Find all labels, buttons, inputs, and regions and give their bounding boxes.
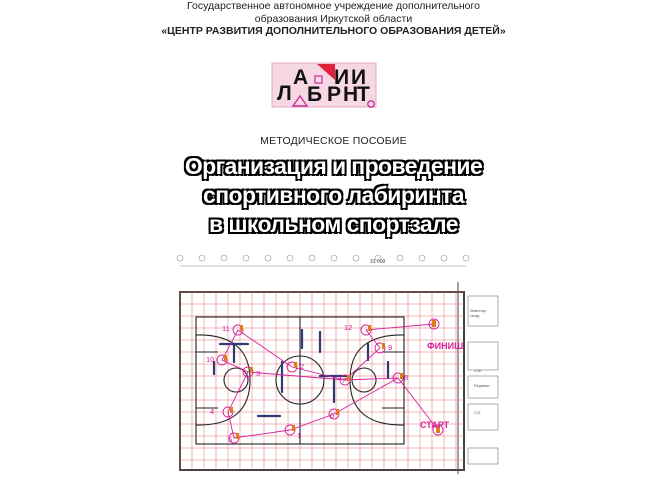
logo-letter-n: Н [343, 83, 359, 106]
checkpoint-number: 12 [344, 323, 353, 332]
title-line-1: Организация и проведение [184, 153, 483, 179]
logo-letter-b: Б [307, 83, 323, 106]
checkpoint-flag [240, 325, 243, 331]
checkpoint-flag [230, 407, 233, 413]
checkpoint-number: 1 [297, 431, 302, 440]
logo-letter-a: А [293, 66, 309, 89]
checkpoint-flag [368, 325, 371, 331]
logo-letter-l: Л [277, 82, 292, 105]
checkpoint-flag [236, 433, 239, 439]
header-line-3: «ЦЕНТР РАЗВИТИЯ ДОПОЛНИТЕЛЬНОГО ОБРАЗОВАНИЯ ДЕТЕЙ» [161, 25, 506, 37]
checkpoint-number: 7 [342, 376, 347, 385]
svg-text:Инвентар.: Инвентар. [470, 309, 487, 313]
checkpoint-number: 8 [404, 373, 409, 382]
organization-header [0, 0, 667, 38]
checkpoint-flag [336, 409, 339, 415]
header-line-2: образования Иркутской области [254, 12, 413, 25]
document-title [0, 152, 667, 239]
checkpoint-number: 6 [330, 411, 335, 420]
checkpoint-number: 10 [206, 355, 215, 364]
checkpoint-number: 11 [222, 324, 230, 333]
checkpoint-flag [250, 367, 253, 373]
checkpoint-flag [347, 375, 350, 381]
start-label: СТАРТ [420, 420, 450, 430]
svg-text:склад: склад [470, 314, 480, 318]
checkpoint-number: 2 [300, 362, 305, 371]
logo-letter-t: Т [357, 83, 370, 106]
checkpoint-flag [382, 343, 385, 349]
checkpoint-number: 4 [210, 407, 215, 416]
checkpoint-flag [294, 362, 297, 368]
checkpoint-number: 3 [256, 369, 261, 378]
header-line-1: Государственное автономное учреждение дополнительного [187, 0, 480, 12]
gym-floor-plan [170, 252, 500, 480]
logo-letter-i: И [334, 66, 350, 89]
checkpoint-number: 9 [388, 343, 393, 352]
svg-text:Раздевал.: Раздевал. [474, 384, 491, 388]
checkpoint-number: 5 [228, 435, 233, 444]
checkpoint-flag [400, 373, 403, 379]
labyrinth-logo [267, 62, 383, 108]
finish-label: ФИНИШ [427, 341, 464, 351]
dimension-label: 31 000 [370, 259, 386, 265]
logo-letter-i2: И [351, 66, 367, 89]
finish-flag [432, 320, 436, 327]
title-line-3: в школьном спортзале [209, 211, 458, 237]
checkpoint-flag [224, 355, 227, 361]
logo-letter-r: Р [327, 83, 342, 106]
document-subtitle: МЕТОДИЧЕСКОЕ ПОСОБИЕ [260, 135, 407, 147]
title-line-2: спортивного лабиринта [203, 182, 464, 208]
checkpoint-flag [292, 425, 295, 431]
svg-text:2,06: 2,06 [474, 369, 481, 373]
svg-text:2,01: 2,01 [474, 411, 481, 415]
